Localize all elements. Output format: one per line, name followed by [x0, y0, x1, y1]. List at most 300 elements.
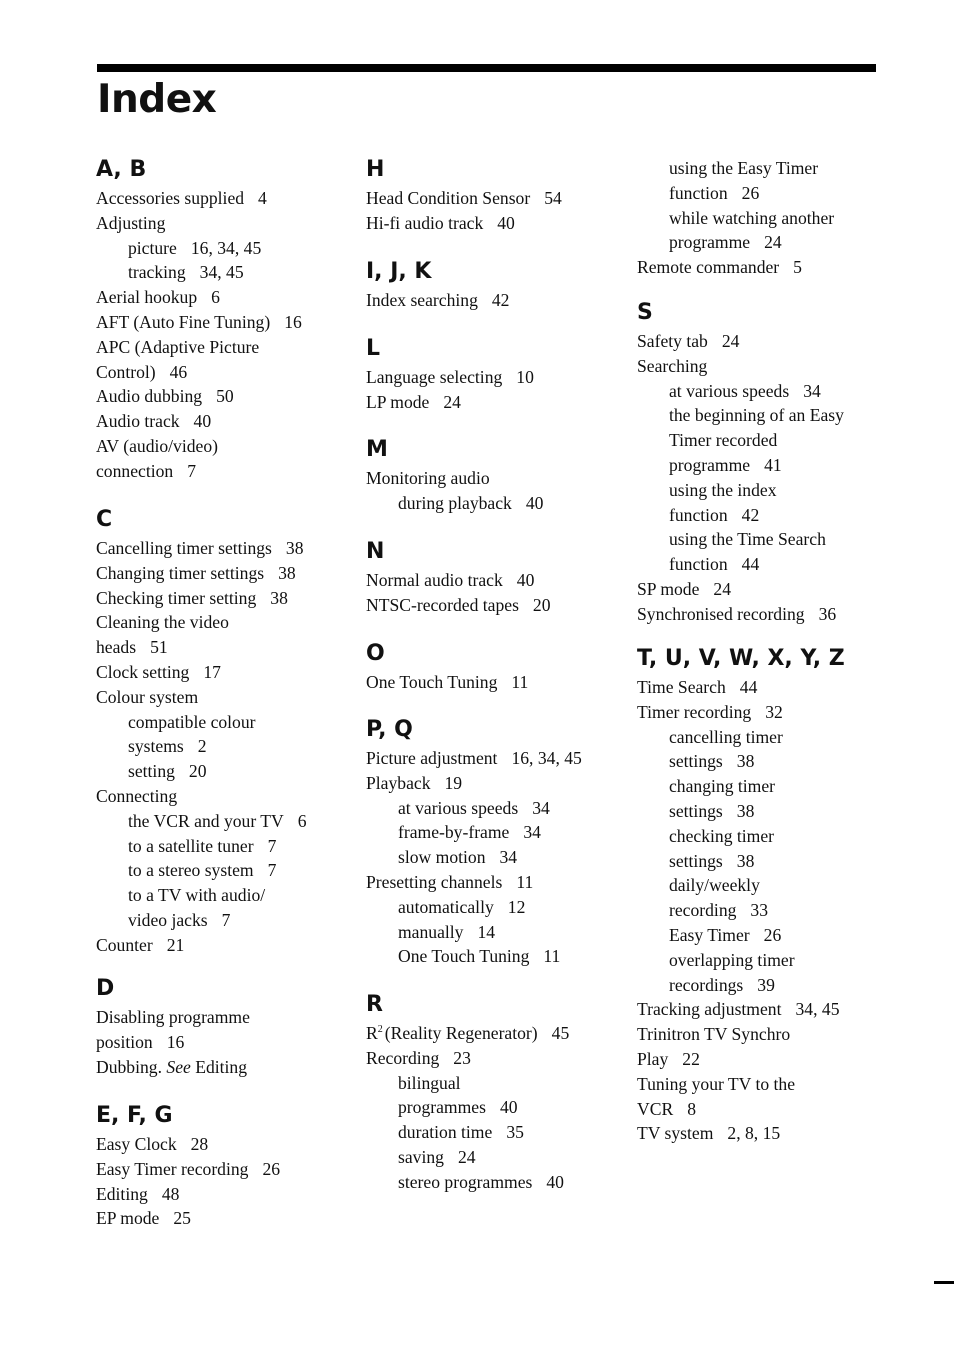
page-reference: 42	[741, 504, 760, 525]
entry-term: Safety tab	[637, 331, 708, 351]
entry-term: Recording	[366, 1047, 440, 1068]
page-reference: 16	[284, 311, 302, 332]
index-entry	[96, 933, 346, 958]
index-subentry	[637, 403, 882, 428]
index-subentry	[366, 820, 621, 845]
page-reference: 38	[278, 562, 296, 583]
entry-term: Changing timer settings	[96, 562, 265, 583]
index-subentry	[96, 236, 346, 261]
page-reference: 17	[203, 661, 221, 682]
index-entry	[96, 285, 346, 310]
index-entry	[366, 1046, 621, 1071]
page-reference: 38	[285, 538, 304, 558]
page-reference: 34, 45	[795, 999, 840, 1020]
page-reference: 40	[516, 570, 535, 590]
index-subentry	[637, 923, 882, 948]
index-entry	[637, 1121, 882, 1146]
index-entry	[366, 1021, 621, 1046]
page-reference: 40	[499, 1097, 518, 1118]
index-entry	[366, 746, 621, 771]
entry-term: video jacks	[128, 909, 208, 930]
index-entry	[366, 870, 621, 895]
index-entry	[366, 568, 621, 593]
index-section	[366, 538, 621, 618]
page-reference: 7	[267, 835, 277, 856]
section-heading: L	[366, 336, 381, 361]
entry-term: manually	[398, 921, 464, 942]
entry-superscript: 2	[377, 1024, 383, 1036]
entry-term: Cancelling timer settings	[96, 538, 272, 558]
section-heading: H	[366, 157, 385, 182]
entry-term: bilingual	[398, 1072, 461, 1093]
entry-term: at various speeds	[398, 797, 519, 818]
entry-term: saving	[398, 1146, 444, 1167]
page-reference: 38	[270, 587, 288, 608]
index-subentry	[96, 759, 346, 784]
entry-term: using the index	[669, 479, 777, 500]
page-reference: 38	[736, 850, 755, 871]
index-entry	[96, 635, 346, 660]
entry-term: Presetting channels	[366, 871, 503, 892]
page-reference: 44	[741, 554, 760, 575]
index-section	[637, 645, 882, 1146]
page-reference: 26	[741, 182, 760, 203]
index-entry	[96, 660, 346, 685]
index-entry	[637, 577, 882, 602]
entry-term: automatically	[398, 896, 494, 917]
page-reference: 6	[297, 810, 307, 831]
index-entry	[96, 335, 346, 360]
entry-term: AV (audio/video)	[96, 435, 219, 456]
page-reference: 24	[443, 391, 461, 412]
entry-term: Timer recorded	[669, 430, 778, 451]
entry-term: settings	[669, 850, 723, 871]
entry-term: frame-by-frame	[398, 822, 510, 843]
index-subentry	[637, 873, 882, 898]
entry-term: Cleaning the video	[96, 612, 229, 633]
index-section	[637, 156, 882, 280]
entry-term: duration time	[398, 1122, 493, 1143]
page-reference: 26	[262, 1158, 281, 1179]
index-entry	[96, 1206, 346, 1231]
index-subentry	[637, 478, 882, 503]
entry-term: One Touch Tuning	[366, 672, 498, 692]
index-subentry	[366, 796, 621, 821]
index-section	[366, 436, 621, 516]
index-subentry	[96, 858, 346, 883]
index-entry	[637, 997, 882, 1022]
index-subentry	[637, 156, 882, 181]
entry-term: systems	[128, 736, 184, 757]
entry-term: Accessories supplied	[96, 188, 245, 208]
page-reference: 16	[166, 1031, 185, 1052]
page-reference: 38	[736, 751, 755, 772]
entry-term: heads	[96, 637, 137, 658]
page-reference: 40	[497, 212, 515, 233]
index-entry	[96, 360, 346, 385]
entry-term: stereo programmes	[398, 1171, 533, 1192]
page-reference: 32	[765, 701, 783, 722]
index-subentry	[366, 1145, 621, 1170]
page-reference: 46	[169, 361, 188, 382]
page-reference: 36	[818, 603, 837, 624]
index-subentry	[637, 774, 882, 799]
index-entry	[637, 1097, 882, 1122]
page-title: Index	[97, 77, 217, 122]
index-entry	[637, 700, 882, 725]
index-section	[366, 640, 621, 695]
page-reference: 10	[516, 367, 534, 387]
page-reference: 26	[763, 924, 782, 945]
section-heading: R	[366, 992, 383, 1017]
page-reference: 12	[507, 896, 526, 917]
index-entry	[96, 685, 346, 710]
entry-term: changing timer	[669, 776, 776, 797]
entry-term: Searching	[637, 355, 708, 376]
index-entry	[96, 1157, 346, 1182]
index-entry	[96, 211, 346, 236]
entry-term: picture	[128, 237, 177, 258]
entry-term: Control)	[96, 361, 156, 382]
index-subentry	[366, 1095, 621, 1120]
entry-term: Counter	[96, 934, 153, 955]
entry-term: Time Search	[637, 677, 726, 697]
see-reference: See	[166, 1056, 191, 1077]
entry-term: during playback	[398, 492, 512, 513]
entry-term: function	[669, 504, 728, 525]
page-reference: 19	[444, 772, 463, 793]
entry-term: Colour system	[96, 686, 199, 707]
index-entry	[637, 602, 882, 627]
entry-term: One Touch Tuning	[398, 946, 530, 967]
section-heading: N	[366, 539, 385, 564]
entry-term: Aerial hookup	[96, 287, 198, 308]
index-subentry	[637, 453, 882, 478]
entry-term: the beginning of an Easy	[669, 405, 844, 426]
page-reference: 11	[511, 672, 529, 692]
entry-term: the VCR and your TV	[128, 810, 284, 831]
page-reference: 48	[161, 1183, 180, 1204]
entry-term: recordings	[669, 974, 744, 995]
page-reference: 44	[739, 677, 758, 697]
index-subentry	[366, 1120, 621, 1145]
entry-term: settings	[669, 800, 723, 821]
page-reference: 24	[764, 232, 782, 253]
section-heading: C	[96, 507, 113, 532]
section-heading: I, J, K	[366, 259, 432, 284]
page-reference: 39	[757, 974, 775, 995]
section-heading: D	[96, 976, 115, 1001]
entry-term: Editing	[96, 1183, 148, 1204]
index-subentry	[637, 428, 882, 453]
entry-term: using the Easy Timer	[669, 158, 819, 178]
page-reference: 16, 34, 45	[511, 748, 582, 768]
index-subentry	[366, 1170, 621, 1195]
page-reference: 4	[258, 188, 267, 208]
index-entry	[637, 329, 882, 354]
entry-term: Easy Clock	[96, 1134, 177, 1154]
index-subentry	[637, 799, 882, 824]
entry-term: Connecting	[96, 785, 178, 806]
index-entry	[366, 211, 621, 236]
index-section	[366, 991, 621, 1195]
entry-term: cancelling timer	[669, 726, 783, 747]
index-subentry	[366, 944, 621, 969]
index-entry	[366, 390, 621, 415]
entry-term: Easy Timer recording	[96, 1158, 249, 1179]
section-heading: O	[366, 641, 385, 666]
page-reference: 40	[193, 411, 212, 432]
index-subentry	[96, 710, 346, 735]
entry-term: overlapping timer	[669, 949, 795, 970]
index-entry	[96, 561, 346, 586]
page-reference: 34	[532, 797, 550, 818]
entry-term: Trinitron TV Synchro	[637, 1024, 791, 1045]
index-section	[366, 156, 621, 236]
entry-term: to a TV with audio/	[128, 885, 266, 906]
entry-term: Remote commander	[637, 257, 780, 278]
page-reference: 34	[523, 822, 541, 843]
index-subentry	[366, 920, 621, 945]
index-subentry	[96, 260, 346, 285]
entry-term: function	[669, 182, 728, 203]
page-reference: 7	[187, 460, 196, 481]
index-subentry	[96, 734, 346, 759]
index-entry	[96, 1005, 346, 1030]
entry-term: daily/weekly	[669, 875, 760, 896]
page-reference: 40	[546, 1171, 564, 1192]
page-edge-mark	[934, 1281, 954, 1284]
page-reference: 34	[803, 380, 821, 401]
page-reference: 54	[544, 188, 562, 208]
page-reference: 24	[713, 578, 731, 599]
index-subentry	[637, 824, 882, 849]
index-entry	[366, 186, 621, 211]
page-reference: 20	[188, 761, 207, 782]
entry-term: SP mode	[637, 578, 700, 599]
index-entry	[96, 536, 346, 561]
entry-term: connection	[96, 460, 174, 481]
index-entry	[366, 670, 621, 695]
page-reference: 24	[721, 331, 740, 351]
section-heading: E, F, G	[96, 1103, 173, 1128]
page-reference: 41	[764, 454, 782, 475]
entry-term: NTSC-recorded tapes	[366, 594, 519, 615]
page-reference: 45	[551, 1023, 570, 1043]
index-section	[366, 258, 621, 313]
page-reference: 28	[190, 1134, 209, 1154]
index-subentry	[637, 725, 882, 750]
entry-term: slow motion	[398, 847, 486, 868]
index-section	[96, 506, 346, 958]
index-subentry	[637, 849, 882, 874]
page-reference: 33	[750, 900, 769, 921]
entry-term: programme	[669, 232, 751, 253]
section-heading: T, U, V, W, X, Y, Z	[637, 646, 845, 671]
index-entry	[96, 434, 346, 459]
index-entry	[637, 675, 882, 700]
index-subentry	[637, 749, 882, 774]
entry-term: Audio track	[96, 411, 180, 432]
entry-term: Picture adjustment	[366, 748, 498, 768]
entry-term: setting	[128, 761, 175, 782]
index-section	[96, 1102, 346, 1231]
entry-term: (Reality Regenerator)	[384, 1023, 538, 1043]
entry-term: Tracking adjustment	[637, 999, 782, 1020]
entry-term: while watching another	[669, 207, 835, 228]
entry-term: Monitoring audio	[366, 468, 490, 488]
index-subentry	[637, 948, 882, 973]
entry-term: Play	[637, 1048, 669, 1069]
entry-term: Playback	[366, 772, 431, 793]
page-reference: 11	[516, 871, 534, 892]
index-subentry	[96, 809, 346, 834]
page-reference: 34, 45	[199, 262, 244, 283]
section-heading: M	[366, 437, 388, 462]
page-reference: 22	[682, 1048, 700, 1069]
page-reference: 24	[457, 1146, 476, 1167]
page-reference: 34	[499, 847, 518, 868]
entry-term: Timer recording	[637, 701, 752, 722]
page-reference: 11	[543, 946, 561, 967]
index-entry	[96, 1182, 346, 1207]
entry-term: TV system	[637, 1123, 714, 1144]
entry-term: Tuning your TV to the	[637, 1073, 796, 1094]
page-reference: 7	[221, 909, 231, 930]
index-entry	[96, 586, 346, 611]
index-entry	[366, 593, 621, 618]
entry-prefix: R	[366, 1023, 378, 1043]
index-entry	[637, 255, 882, 280]
index-section	[637, 299, 882, 627]
index-entry	[637, 1022, 882, 1047]
index-subentry	[637, 230, 882, 255]
page-reference: 51	[150, 637, 168, 658]
entry-term: compatible colour	[128, 711, 256, 732]
index-subentry	[96, 883, 346, 908]
index-entry	[637, 354, 882, 379]
entry-term: Adjusting	[96, 212, 166, 233]
page-reference: 6	[211, 287, 220, 308]
index-subentry	[637, 973, 882, 998]
index-section	[96, 975, 346, 1079]
title-rule	[97, 64, 876, 72]
entry-term: LP mode	[366, 391, 430, 412]
index-subentry	[96, 908, 346, 933]
entry-term: Synchronised recording	[637, 603, 805, 624]
index-entry	[96, 1030, 346, 1055]
page-reference: 20	[532, 594, 551, 615]
entry-term: to a stereo system	[128, 860, 254, 881]
index-subentry	[637, 552, 882, 577]
page-reference: 2	[197, 736, 207, 757]
entry-term: at various speeds	[669, 380, 790, 401]
index-section	[366, 716, 621, 969]
index-section	[96, 156, 346, 484]
page-reference: 16, 34, 45	[190, 237, 262, 258]
section-heading: A, B	[96, 157, 147, 182]
index-subentry	[366, 895, 621, 920]
entry-term: EP mode	[96, 1208, 160, 1229]
entry-term: Head Condition Sensor	[366, 188, 531, 208]
entry-term: using the Time Search	[669, 529, 826, 550]
index-entry	[96, 784, 346, 809]
index-subentry	[637, 527, 882, 552]
entry-term: recording	[669, 900, 737, 921]
index-entry	[366, 771, 621, 796]
index-subentry	[637, 181, 882, 206]
see-target: Editing	[195, 1056, 248, 1077]
section-heading: P, Q	[366, 717, 413, 742]
page-reference: 7	[267, 860, 277, 881]
index-entry	[96, 409, 346, 434]
entry-term: settings	[669, 751, 723, 772]
entry-term: APC (Adaptive Picture	[96, 336, 260, 357]
index-subentry	[366, 845, 621, 870]
entry-term: programmes	[398, 1097, 486, 1118]
entry-term: Checking timer setting	[96, 587, 257, 608]
page-reference: 5	[793, 257, 802, 278]
index-subentry	[366, 1071, 621, 1096]
entry-term: Language selecting	[366, 367, 503, 387]
index-entry	[96, 384, 346, 409]
entry-term: programme	[669, 454, 751, 475]
page-reference: 23	[453, 1047, 471, 1068]
index-entry	[637, 1047, 882, 1072]
page-reference: 38	[736, 800, 755, 821]
index-entry	[366, 466, 621, 491]
page-reference: 14	[477, 921, 496, 942]
index-entry	[96, 310, 346, 335]
page-reference: 40	[525, 492, 544, 513]
page-reference: 8	[687, 1098, 696, 1119]
entry-term: Clock setting	[96, 661, 190, 682]
index-subentry	[637, 379, 882, 404]
entry-term: Index searching	[366, 290, 478, 310]
entry-term: Easy Timer	[669, 924, 750, 945]
index-section	[366, 335, 621, 415]
index-subentry	[637, 503, 882, 528]
page-reference: 21	[166, 934, 185, 955]
entry-term: checking timer	[669, 825, 775, 846]
entry-term: Normal audio track	[366, 570, 503, 590]
entry-term: AFT (Auto Fine Tuning)	[96, 311, 271, 332]
page-reference: 42	[491, 290, 510, 310]
index-entry	[96, 1132, 346, 1157]
index-entry	[366, 288, 621, 313]
index-entry	[96, 459, 346, 484]
entry-term: position	[96, 1031, 153, 1052]
index-entry	[96, 186, 346, 211]
entry-term: Audio dubbing	[96, 386, 203, 407]
page-reference: 2, 8, 15	[727, 1123, 781, 1144]
entry-term: Dubbing.	[96, 1056, 162, 1077]
index-subentry	[637, 206, 882, 231]
page-reference: 25	[173, 1208, 191, 1229]
entry-term: Disabling programme	[96, 1007, 250, 1027]
index-subentry	[96, 834, 346, 859]
index-subentry	[637, 898, 882, 923]
index-entry	[96, 610, 346, 635]
page-reference: 35	[506, 1122, 524, 1143]
entry-term: Hi-fi audio track	[366, 212, 484, 233]
section-heading: S	[637, 300, 653, 325]
index-subentry	[366, 491, 621, 516]
entry-term: tracking	[128, 262, 186, 283]
entry-term: VCR	[637, 1098, 674, 1119]
entry-term: to a satellite tuner	[128, 835, 254, 856]
index-entry	[637, 1072, 882, 1097]
